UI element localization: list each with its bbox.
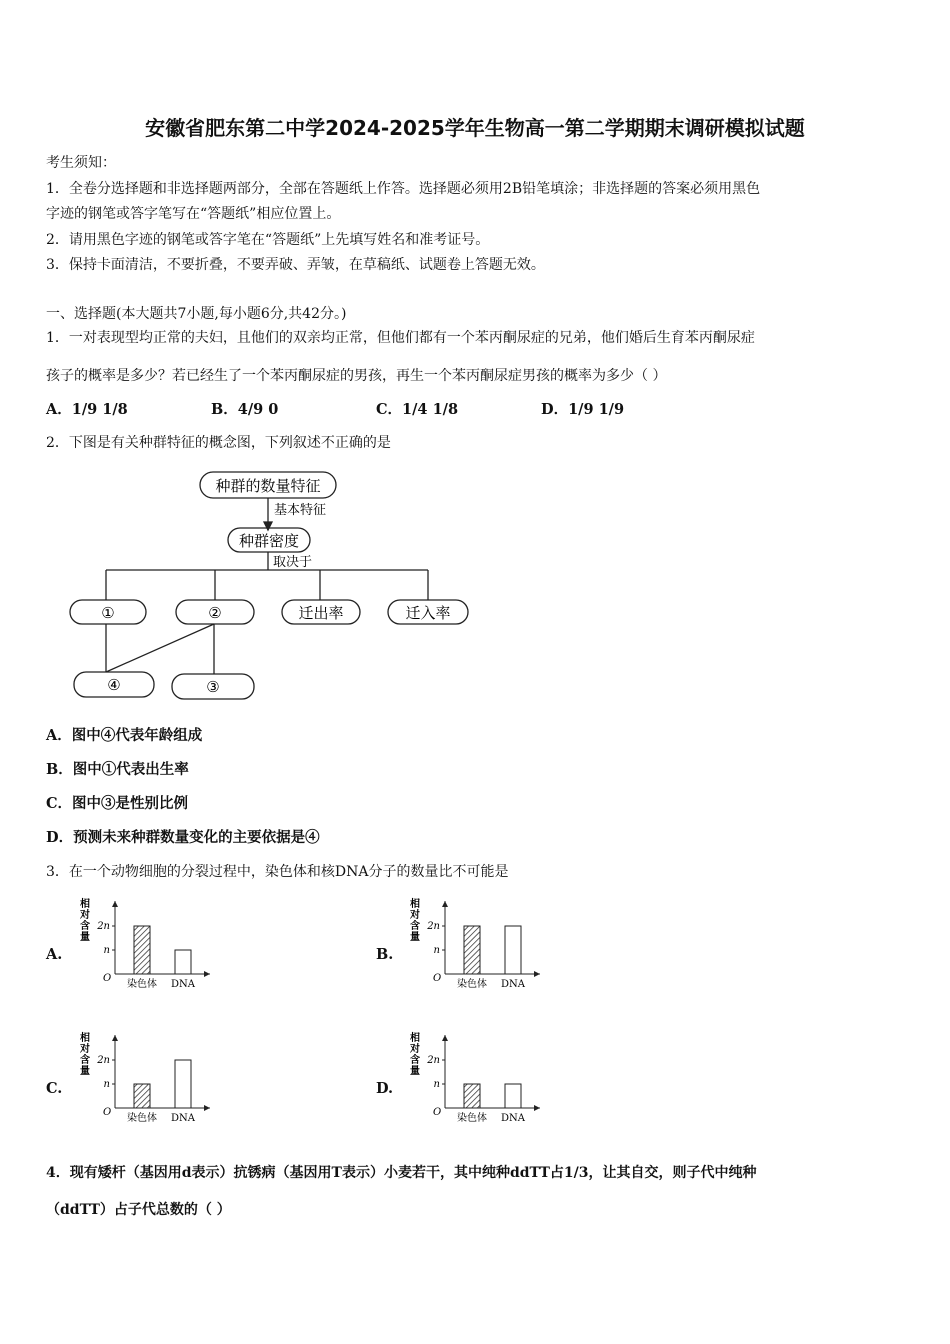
- y-tick-label: 2n: [427, 1055, 440, 1066]
- origin-label: O: [433, 1107, 442, 1118]
- y-tick-label: 2n: [97, 1055, 110, 1066]
- x-tick-label: 染色体: [457, 1113, 487, 1124]
- bar-chromosome: [134, 1084, 150, 1108]
- x-tick-label: DNA: [501, 1113, 525, 1124]
- origin-label: O: [103, 1107, 112, 1118]
- y-axis-label: 量: [80, 932, 90, 943]
- q2-option-b: B．图中①代表出生率: [46, 761, 189, 778]
- notice-heading: 考生须知：: [46, 155, 116, 171]
- q1-option-b: B．4/9 0: [211, 401, 279, 418]
- q1-stem-line1: 1．一对表现型均正常的夫妇，且他们的双亲均正常，但他们都有一个苯丙酮尿症的兄弟，他们婚后生育苯丙酮尿症: [46, 330, 755, 346]
- q3-option-a-label: A.: [46, 946, 63, 963]
- q3-stem: 3．在一个动物细胞的分裂过程中，染色体和核DNA分子的数量比不可能是: [46, 864, 509, 880]
- y-axis-label: 量: [80, 1066, 90, 1077]
- q3-chart-b: [405, 893, 555, 993]
- diagram-edge-label: 取决于: [273, 555, 313, 570]
- bar-dna: [175, 950, 191, 974]
- q3-option-c-label: C.: [46, 1080, 63, 1097]
- notice-item: 字迹的钢笔或答字笔写在“答题纸”相应位置上。: [46, 206, 341, 222]
- q3-chart-a: [75, 893, 225, 993]
- q3-chart-d: [405, 1027, 555, 1127]
- y-tick-label: n: [433, 945, 440, 956]
- bar-dna: [505, 1084, 521, 1108]
- y-axis-label: 对: [80, 1044, 90, 1055]
- y-axis-label: 含: [80, 921, 90, 932]
- q4-stem-line1: 4．现有矮杆（基因用d表示）抗锈病（基因用T表示）小麦若干，其中纯种ddTT占1/3，让其自交，则子代中纯种: [46, 1165, 757, 1181]
- diagram-label-2: ②: [208, 604, 222, 622]
- x-tick-label: DNA: [501, 979, 525, 990]
- q4-stem-line2: （ddTT）占子代总数的（ ）: [46, 1202, 231, 1218]
- x-tick-label: DNA: [171, 979, 195, 990]
- y-axis-label: 量: [410, 1066, 420, 1077]
- y-axis-label: 量: [410, 932, 420, 943]
- notice-item: 3．保持卡面清洁，不要折叠，不要弄破、弄皱，在草稿纸、试题卷上答题无效。: [46, 257, 545, 273]
- y-axis-label: 相: [410, 899, 420, 910]
- x-tick-label: DNA: [171, 1113, 195, 1124]
- bar-chromosome: [134, 926, 150, 974]
- bar-dna: [505, 926, 521, 974]
- bar-dna: [175, 1060, 191, 1108]
- q1-option-a: A．1/9 1/8: [46, 401, 128, 418]
- q3-option-d-label: D.: [376, 1080, 394, 1097]
- y-tick-label: 2n: [97, 921, 110, 932]
- diagram-label-top: 种群的数量特征: [215, 477, 321, 495]
- q3-option-b-label: B.: [376, 946, 394, 963]
- diagram-label-5: ④: [107, 676, 121, 694]
- y-axis-label: 含: [410, 1055, 420, 1066]
- y-axis-label: 含: [80, 1055, 90, 1066]
- population-concept-diagram: [0, 460, 520, 710]
- q1-option-d: D．1/9 1/9: [541, 401, 625, 418]
- bar-chromosome: [464, 1084, 480, 1108]
- y-tick-label: n: [103, 945, 110, 956]
- notice-item: 2．请用黑色字迹的钢笔或答字笔在“答题纸”上先填写姓名和准考证号。: [46, 232, 490, 248]
- q1-option-c: C．1/4 1/8: [376, 401, 459, 418]
- x-tick-label: 染色体: [127, 1113, 157, 1124]
- page-title: 安徽省肥东第二中学2024-2025学年生物高一第二学期期末调研模拟试题: [145, 116, 805, 140]
- y-axis-label: 相: [410, 1033, 420, 1044]
- y-axis-label: 相: [80, 1033, 90, 1044]
- y-axis-label: 对: [410, 1044, 420, 1055]
- y-tick-label: n: [433, 1079, 440, 1090]
- diagram-edge-label: 基本特征: [274, 503, 327, 518]
- y-tick-label: n: [103, 1079, 110, 1090]
- diagram-label-middle: 种群密度: [238, 532, 300, 550]
- section-heading: 一、选择题(本大题共7小题,每小题6分,共42分。): [46, 306, 347, 322]
- y-axis-label: 相: [80, 899, 90, 910]
- origin-label: O: [103, 973, 112, 984]
- q2-option-d: D．预测未来种群数量变化的主要依据是④: [46, 829, 320, 846]
- x-tick-label: 染色体: [127, 979, 157, 990]
- origin-label: O: [433, 973, 442, 984]
- q2-stem: 2．下图是有关种群特征的概念图，下列叙述不正确的是: [46, 435, 391, 451]
- diagram-label-4: 迁入率: [405, 604, 451, 622]
- y-axis-label: 对: [410, 910, 420, 921]
- y-axis-label: 含: [410, 921, 420, 932]
- q1-stem-line2: 孩子的概率是多少？若已经生了一个苯丙酮尿症的男孩，再生一个苯丙酮尿症男孩的概率为多少（ ）: [46, 368, 667, 384]
- y-tick-label: 2n: [427, 921, 440, 932]
- q2-option-c: C．图中③是性别比例: [46, 795, 189, 812]
- diagram-label-1: ①: [101, 604, 115, 622]
- notice-item: 1．全卷分选择题和非选择题两部分，全部在答题纸上作答。选择题必须用2B铅笔填涂；非选择题的答案必须用黑色: [46, 181, 761, 197]
- bar-chromosome: [464, 926, 480, 974]
- y-axis-label: 对: [80, 910, 90, 921]
- x-tick-label: 染色体: [457, 979, 487, 990]
- diagram-label-6: ③: [206, 678, 220, 696]
- q2-option-a: A．图中④代表年龄组成: [46, 727, 203, 744]
- diagram-label-3: 迁出率: [298, 604, 344, 622]
- q3-chart-c: [75, 1027, 225, 1127]
